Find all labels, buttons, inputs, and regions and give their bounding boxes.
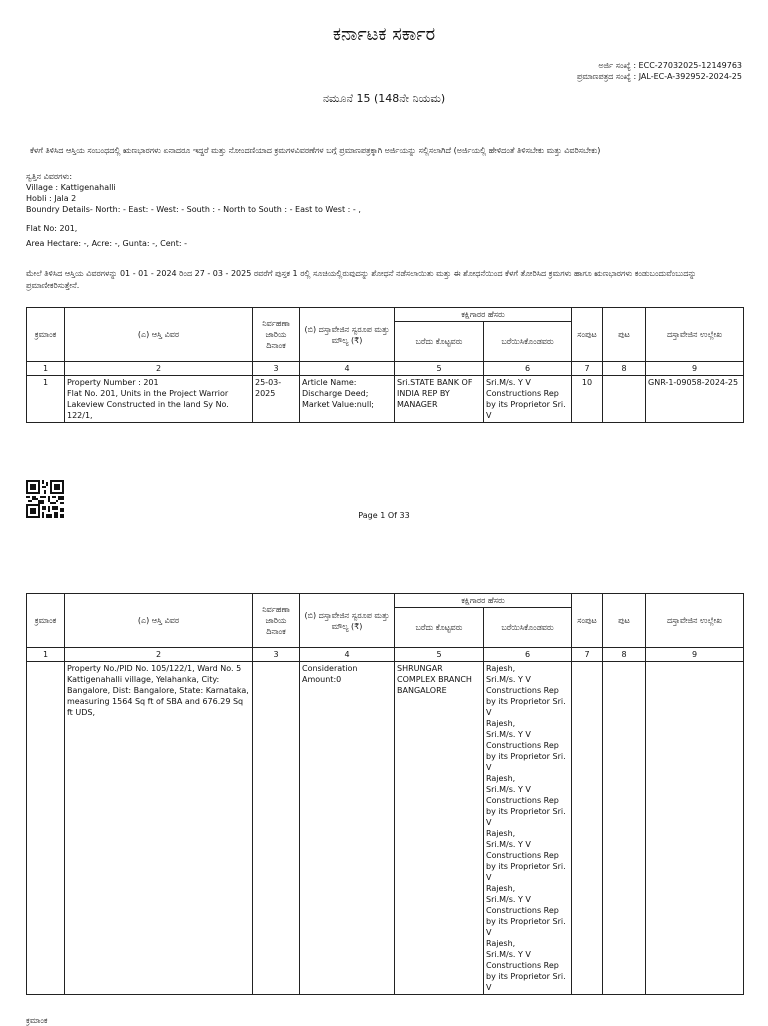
certificate-number: ಪ್ರಮಾಣಪತ್ರದ ಸಂಖ್ಯೆ : JAL-EC-A-392952-2024-25 [576,72,742,81]
row-date: 25-03-2025 [253,376,300,423]
col-number: 9 [646,648,744,662]
encumbrance-table-page1 [26,307,744,423]
header-description: (ಎ) ಆಸ್ತಿ ವಿವರ [65,594,253,648]
header-sl: ಕ್ರಮಾಂಕ [27,308,65,362]
row-description: Property No./PID No. 105/122/1, Ward No. 5 Kattigenahalli village, Yelahanka, City: Bangalore, Dist: Bangalore, State: Karnataka, measuring 1564 Sq ft of SBA and 676.29 Sq ft UDS, [65,662,253,995]
col-number: 6 [484,362,572,376]
col-number: 8 [603,648,646,662]
intro-text: ಕೆಳಗೆ ತಿಳಿಸಿದ ಆಸ್ತಿಯ ಸಂಬಂಧದಲ್ಲಿ ಋಣಭಾರಗಳು ಏನಾದರೂ ಇದ್ದರೆ ಮತ್ತು ನೋಂದಣಿಯಾದ ಕ್ರಮಗಳವಿವರಣೆಗಳ ಬಗ್ಗೆ ಪ್ರಮಾಣಪತ್ರಕ್ಕಾಗಿ ಅರ್ಜಿಯನ್ನು ಸಲ್ಲಿಸಲಾಗಿದೆ (ಅರ್ಜಿಯಲ್ಲಿ ಹೇಳಿದಂತೆ ತಿಳಿಸಬೇಕು ಮತ್ತು ವಿವರಿಸಬೇಕು) [30,146,601,155]
page-title: ಕರ್ನಾಟಕ ಸರ್ಕಾರ [332,24,436,45]
row-nature: Consideration Amount:0 [300,662,395,995]
property-village: Village : Kattigenahalli [26,183,116,192]
table-row [27,662,744,995]
row-doc-ref: GNR-1-09058-2024-25 [646,376,744,423]
row-doc-ref [646,662,744,995]
header-date: ನಿರ್ವಹಣಾ ಜಾರಿಯ ದಿನಾಂಕ [253,308,300,362]
application-number: ಅರ್ಜಿ ಸಂಖ್ಯೆ : ECC-27032025-12149763 [598,61,742,70]
header-page: ಪುಟ [603,308,646,362]
col-number: 2 [65,362,253,376]
property-details [26,171,361,215]
header-doc-ref: ದಸ್ತಾವೇಜಿನ ಉಲ್ಲೇಖ [646,594,744,648]
row-date [253,662,300,995]
col-number: 4 [300,362,395,376]
col-number: 7 [572,648,603,662]
header-date: ನಿರ್ವಹಣಾ ಜಾರಿಯ ದಿನಾಂಕ [253,594,300,648]
row-volume [572,662,603,995]
col-number: 2 [65,648,253,662]
row-nature: Article Name: Discharge Deed; Market Value:null; [300,376,395,423]
col-number: 8 [603,362,646,376]
row-sl [27,662,65,995]
form-number: ನಮೂನೆ 15 (148ನೇ ನಿಯಮ) [322,92,446,105]
row-claimant: Sri.M/s. Y V Constructions Rep by its Proprietor Sri. V [484,376,572,423]
search-statement: ಮೇಲೆ ತಿಳಿಸಿದ ಆಸ್ತಿಯ ವಿವರಗಳನ್ನು 01 - 01 - 2024 ರಿಂದ 27 - 03 - 2025 ರವರೆಗೆ ಪುಸ್ತಕ 1 ರಲ್ಲಿ ಸೂಚಿಯಲ್ಲಿರುವುದನ್ನು ಶೋಧನೆ ನಡೆಸಲಾಯಿತು ಮತ್ತು ಈ ಶೋಧನೆಯಿಂದ ಕೆಳಗೆ ತೋರಿಸಿದ ಕ್ರಮಗಳು ಹಾಗೂ ಋಣಭಾರಗಳು ಕಂಡುಬಂದುವೆಂಬುದನ್ನು ಪ್ರಮಾಣೀಕರಿಸುತ್ತೇನೆ. [26,269,697,290]
col-number: 5 [395,648,484,662]
header-nature: (ಬಿ) ದಸ್ತಾವೇಜಿನ ಸ್ವರೂಪ ಮತ್ತು ಮೌಲ್ಯ (₹) [300,308,395,362]
col-number: 1 [27,362,65,376]
header-description: (ಎ) ಆಸ್ತಿ ವಿವರ [65,308,253,362]
col-number: 4 [300,648,395,662]
page-number: Page 1 Of 33 [358,511,410,520]
property-boundary: Boundry Details- North: - East: - West: - South : - North to South : - East to West : - , [26,205,361,214]
property-hobli: Hobli : Jala 2 [26,194,77,203]
col-number: 3 [253,362,300,376]
header-volume: ಸಂಪುಟ [572,308,603,362]
header-page: ಪುಟ [603,594,646,648]
row-executant: SHRUNGAR COMPLEX BRANCH BANGALORE [395,662,484,995]
col-number: 9 [646,362,744,376]
row-page [603,376,646,423]
row-sl: 1 [27,376,65,423]
col-number: 3 [253,648,300,662]
header-parties: ಕಕ್ಷಿಗಾರರ ಹೆಸರು [395,594,572,608]
row-description: Property Number : 201 Flat No. 201, Units in the Project Warrior Lakeview Constructed in the land Sy No. 122/1, [65,376,253,423]
property-heading: ಸ್ವತ್ತಿನ ವಿವರಗಳು: [26,172,73,181]
col-number: 7 [572,362,603,376]
property-flat: Flat No: 201, [26,224,78,233]
header-claimant: ಬರೆಯಿಸಿಕೊಂಡವರು [484,608,572,648]
property-area: Area Hectare: -, Acre: -, Gunta: -, Cent: - [26,239,187,248]
header-sl: ಕ್ರಮಾಂಕ [27,594,65,648]
next-section-fragment: ಕ್ರಮಾಂಕ [26,1016,48,1025]
row-executant: Sri.STATE BANK OF INDIA REP BY MANAGER [395,376,484,423]
row-claimant: Rajesh, Sri.M/s. Y V Constructions Rep by its Proprietor Sri. V Rajesh, Sri.M/s. Y V Constructions Rep by its Proprietor Sri. V Rajesh, Sri.M/s. Y V Constructions Rep by its Proprietor Sri. V Rajesh, Sri.M/s. Y V Constructions Rep by its Proprietor Sri. V Rajesh, Sri.M/s. Y V Constructions Rep by its Proprietor Sri. V Rajesh, Sri.M/s. Y V Constructions Rep by its Proprietor Sri. V [484,662,572,995]
header-executant: ಬರೆದು ಕೊಟ್ಟವರು [395,608,484,648]
header-executant: ಬರೆದು ಕೊಟ್ಟವರು [395,322,484,362]
reference-numbers [577,60,742,82]
header-volume: ಸಂಪುಟ [572,594,603,648]
row-page [603,662,646,995]
header-parties: ಕಕ್ಷಿಗಾರರ ಹೆಸರು [395,308,572,322]
col-number: 5 [395,362,484,376]
encumbrance-table-page2 [26,593,744,995]
col-number: 6 [484,648,572,662]
header-doc-ref: ದಸ್ತಾವೇಜಿನ ಉಲ್ಲೇಖ [646,308,744,362]
table-row [27,376,744,423]
col-number: 1 [27,648,65,662]
header-claimant: ಬರೆಯಿಸಿಕೊಂಡವರು [484,322,572,362]
row-volume: 10 [572,376,603,423]
header-nature: (ಬಿ) ದಸ್ತಾವೇಜಿನ ಸ್ವರೂಪ ಮತ್ತು ಮೌಲ್ಯ (₹) [300,594,395,648]
